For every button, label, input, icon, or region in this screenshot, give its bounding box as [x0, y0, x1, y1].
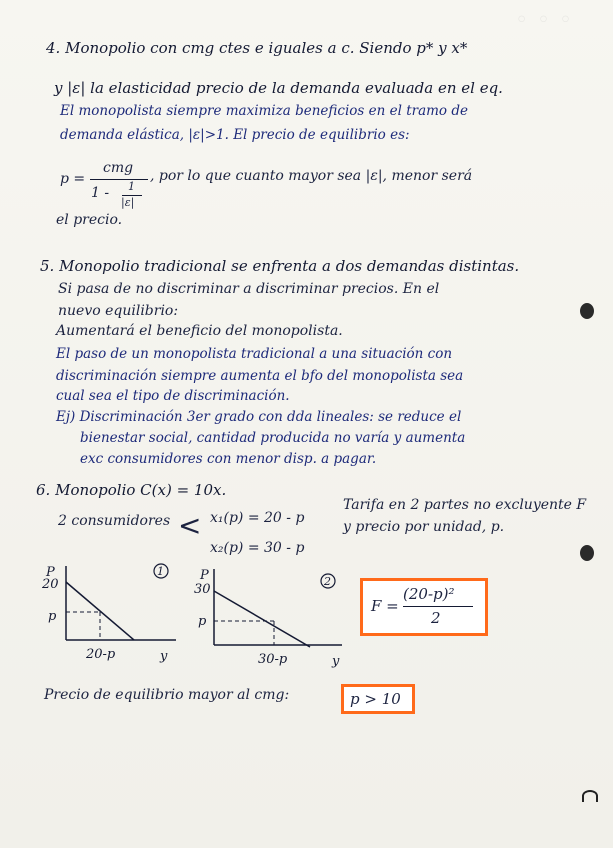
fixed-fee-num: (20-p)²	[403, 585, 455, 603]
sec6-title: 6. Monopolio C(x) = 10x.	[36, 481, 227, 499]
sec4-line2: y |ε| la elasticidad precio de la demanda evaluada en el eq.	[54, 79, 503, 97]
sec5-ex1: Ej) Discriminación 3er grado con dda lineales: se reduce el	[56, 409, 462, 425]
binder-ring-icon	[582, 790, 598, 802]
sec5-line4: Aumentará el beneficio del monopolista.	[56, 323, 343, 339]
sec6-x2: x₂(p) = 30 - p	[210, 540, 305, 556]
eq-price-value: p > 10	[350, 690, 401, 708]
sec4-den-den: |ε|	[121, 196, 135, 209]
eq-price-text: Precio de equilibrio mayor al cmg:	[44, 687, 290, 703]
sec4-blue2: demanda elástica, |ε|>1. El precio de equilibrio es:	[60, 127, 410, 143]
sec4-tail2: el precio.	[56, 212, 123, 228]
sec5-line2: Si pasa de no discriminar a discriminar precios. En el	[58, 281, 440, 297]
graph1-y-label: P	[46, 565, 55, 580]
graph1-x-label: 20-p	[86, 647, 116, 662]
sec5-title: 5. Monopolio tradicional se enfrenta a dos demandas distintas.	[40, 257, 520, 275]
fixed-fee-line	[403, 606, 473, 607]
graph2-y-top: 30	[194, 582, 211, 597]
sec6-x1: x₁(p) = 20 - p	[210, 510, 305, 526]
watermark-smudge: ◦ ◦ ◦	[515, 8, 573, 33]
graph2-x-label: 30-p	[258, 652, 288, 667]
fixed-fee-formula-box	[360, 578, 488, 636]
graph1-number: 1	[157, 565, 164, 578]
eq-price-box	[341, 684, 415, 714]
sec5-ex2: bienestar social, cantidad producida no varía y aumenta	[80, 430, 466, 446]
binder-hole-bottom	[580, 545, 594, 561]
graph2-x-axis: y	[332, 654, 340, 669]
sec5-blue1: El paso de un monopolista tradicional a una situación con	[56, 346, 453, 362]
demand-graph-2	[192, 565, 352, 673]
sec6-consumidores: 2 consumidores	[58, 513, 171, 529]
sec5-line3: nuevo equilibrio:	[58, 303, 179, 319]
sec6-tarifa1: Tarifa en 2 partes no excluyente F	[343, 497, 587, 513]
graph1-y-top: 20	[42, 577, 59, 592]
graph2-y-label: P	[200, 568, 209, 583]
graph2-y-p: p	[198, 614, 207, 629]
fixed-fee-den: 2	[431, 609, 441, 627]
graph1-x-axis: y	[160, 649, 168, 664]
binder-hole-top	[580, 303, 594, 319]
sec4-title: 4. Monopolio con cmg ctes e iguales a c. Siendo p* y x*	[46, 39, 468, 57]
demand-graph-1	[36, 560, 186, 668]
graph2-number: 2	[324, 575, 331, 588]
graph1-y-p: p	[48, 609, 57, 624]
sec4-frac-line	[90, 179, 148, 180]
sec4-den-a: 1 -	[91, 185, 110, 201]
sec4-den-num: 1	[128, 180, 135, 193]
sec6-tarifa2: y precio por unidad, p.	[343, 519, 505, 535]
sec4-frac-num: cmg	[103, 160, 134, 176]
fixed-fee-lhs: F =	[371, 597, 399, 615]
sec5-blue2: discriminación siempre aumenta el bfo del monopolista sea	[56, 368, 464, 384]
sec5-ex3: exc consumidores con menor disp. a pagar.	[80, 451, 377, 467]
sec4-tail: , por lo que cuanto mayor sea |ε|, menor será	[150, 168, 473, 184]
sec6-bracket: <	[178, 509, 202, 542]
sec4-blue1: El monopolista siempre maximiza beneficios en el tramo de	[60, 103, 468, 119]
sec4-p-eq: p =	[60, 171, 86, 187]
sec5-blue3: cual sea el tipo de discriminación.	[56, 388, 290, 404]
